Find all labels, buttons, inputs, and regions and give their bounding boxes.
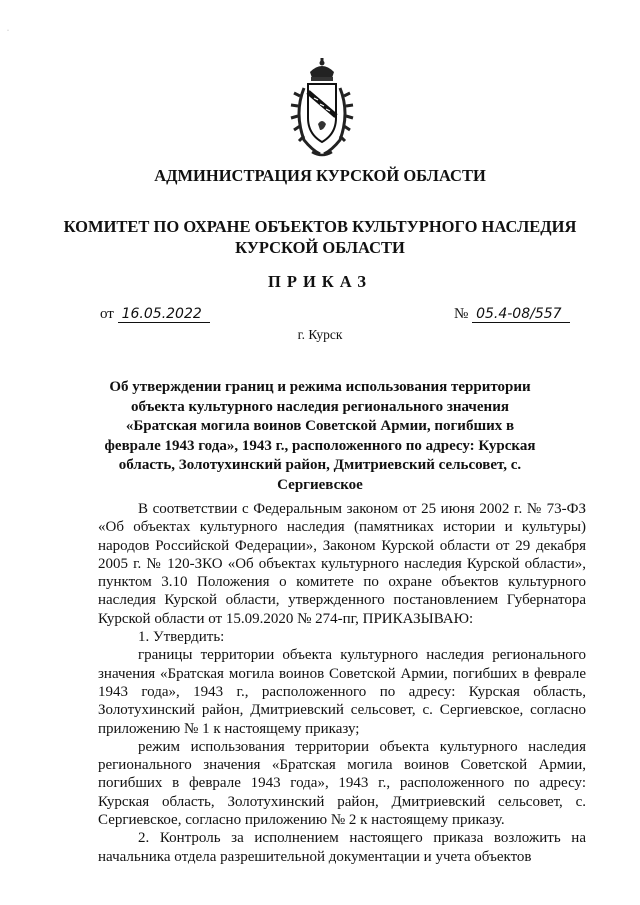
body-paragraph: границы территории объекта культурного наследия регионального значения «Братская могила воинов Советской Армии, погибших в феврале 1943 года», 1943 г., расположенного по адресу: Курская область, Золотухинский район, Дмитриевский сельсовет, с. Сергиевское, согласно приложению № 1 к настоящему приказу; [98,647,586,737]
document-type: ПРИКАЗ [268,272,372,291]
number-field [454,306,570,323]
date-field [100,306,210,323]
body-paragraph: 2. Контроль за исполнением настоящего приказа возложить на начальника отдела разрешительной документации и учета объектов [98,830,586,865]
coat-of-arms-icon [290,58,354,160]
body-paragraph: 1. Утвердить: [138,629,225,646]
handwritten-number: 05.4-08/557 [472,306,569,323]
number-prefix: № [454,306,469,322]
city: г. Курск [297,327,343,342]
administration-title: АДМИНИСТРАЦИЯ КУРСКОЙ ОБЛАСТИ [154,166,486,185]
date-prefix: от [100,306,114,322]
body-paragraph: режим использования территории объекта культурного наследия регионального значения «Братская могила воинов Советской Армии, погибших в феврале 1943 года», 1943 г., расположенного по адресу: Курская область, Золотухинский район, Дмитриевский сельсовет, с. Сергиевское, согласно приложению № 2 к настоящему приказу. [98,738,586,829]
order-body [98,500,586,866]
handwritten-date: 16.05.2022 [118,306,210,323]
committee-title-line1: КОМИТЕТ ПО ОХРАНЕ ОБЪЕКТОВ КУЛЬТУРНОГО НАСЛЕДИЯ [63,217,577,236]
committee-title [0,216,640,258]
corner-mark: · [7,28,9,34]
committee-title-line2: КУРСКОЙ ОБЛАСТИ [235,238,405,257]
body-paragraph: В соответствии с Федеральным законом от 25 июня 2002 г. № 73-ФЗ «Об объектах культурного наследия (памятниках истории и культуры) народов Российской Федерации», Законом Курской области от 29 декабря 2005 г. № 120-ЗКО «Об объектах культурного наследия Курской области», пунктом 3.10 Положения о комитете по охране объектов культурного наследия Курской области, утвержденного постановлением Губернатора Курской области от 15.09.2020 № 274-пг, ПРИКАЗЫВАЮ: [98,501,586,627]
order-subject: Об утверждении границ и режима использования территории объекта культурного наследия регионального значения «Братская могила воинов Советской Армии, погибших в феврале 1943 года», 1943 г., расположенного по адресу: Курская область, Золотухинский район, Дмитриевский сельсовет, с. Сергиевское [104,379,536,493]
